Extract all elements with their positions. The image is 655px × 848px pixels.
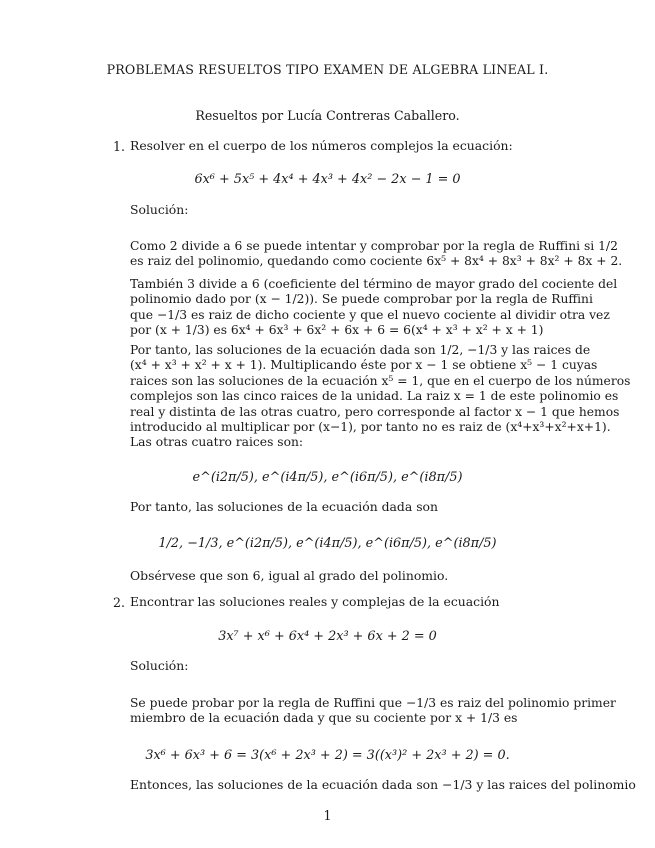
problem-2-statement: Encontrar las soluciones reales y complejas de la ecuación <box>130 594 500 609</box>
text-line: Como 2 divide a 6 se puede intentar y comprobar por la regla de Ruffini si 1/2 <box>130 239 618 253</box>
text-line: Por tanto, las soluciones de la ecuación dada son 1/2, −1/3 y las raices de <box>130 343 591 357</box>
text-line: miembro de la ecuación dada y que su cociente por x + 1/3 es <box>130 711 518 726</box>
problem-2-solution-label: Solución: <box>130 658 189 673</box>
problem-1-paragraph-3 <box>130 343 631 451</box>
text-line: complejos son las cinco raices de la unidad. La raiz x = 1 de este polinomio es <box>130 389 619 404</box>
text-line: Las otras cuatro raices son: <box>130 435 304 450</box>
problem-1-paragraph-1 <box>130 239 623 270</box>
problem-2-paragraph-1 <box>130 696 616 727</box>
problem-1-paragraph-5: Obsérvese que son 6, igual al grado del polinomio. <box>130 568 449 583</box>
roots-of-unity-equation: e^(i2π/5), e^(i4π/5), e^(i6π/5), e^(i8π/5) <box>192 470 463 485</box>
text-line: También 3 divide a 6 (coeficiente del término de mayor grado del cociente del <box>130 277 618 291</box>
problem-2-equation: 3x⁷ + x⁶ + 6x⁴ + 2x³ + 6x + 2 = 0 <box>218 629 437 644</box>
author-line: Resueltos por Lucía Contreras Caballero. <box>195 108 460 123</box>
problem-2-paragraph-2: Entonces, las soluciones de la ecuación dada son −1/3 y las raices del polinomio <box>130 777 636 792</box>
problem-1-statement: Resolver en el cuerpo de los números complejos la ecuación: <box>130 138 513 153</box>
text-line: (x⁴ + x³ + x² + x + 1). Multiplicando éste por x − 1 se obtiene x⁵ − 1 cuyas <box>130 358 598 373</box>
document-title: PROBLEMAS RESUELTOS TIPO EXAMEN DE ALGEBRA LINEAL I. <box>106 62 549 77</box>
problem-1-paragraph-4: Por tanto, las soluciones de la ecuación dada son <box>130 499 438 514</box>
text-line: raices son las soluciones de la ecuación x⁵ = 1, que en el cuerpo de los números <box>130 373 631 388</box>
problem-2-equation-2: 3x⁶ + 6x³ + 6 = 3(x⁶ + 2x³ + 2) = 3((x³)² + 2x³ + 2) = 0. <box>145 748 510 763</box>
text-line: que −1/3 es raiz de dicho cociente y que el nuevo cociente al dividir otra vez <box>130 307 610 322</box>
problem-1-equation: 6x⁶ + 5x⁵ + 4x⁴ + 4x³ + 4x² − 2x − 1 = 0 <box>194 172 461 187</box>
text-line: es raiz del polinomio, quedando como cociente 6x⁵ + 8x⁴ + 8x³ + 8x² + 8x + 2. <box>130 254 623 269</box>
text-line: Se puede probar por la regla de Ruffini que −1/3 es raiz del polinomio primer <box>130 696 616 710</box>
solutions-equation: 1/2, −1/3, e^(i2π/5), e^(i4π/5), e^(i6π/5), e^(i8π/5) <box>158 536 497 551</box>
problem-1-paragraph-2 <box>130 277 618 339</box>
text-line: introducido al multiplicar por (x−1), por tanto no es raiz de (x⁴+x³+x²+x+1). <box>130 420 611 435</box>
text-line: por (x + 1/3) es 6x⁴ + 6x³ + 6x² + 6x + 6 = 6(x⁴ + x³ + x² + x + 1) <box>130 323 544 338</box>
text-line: real y distinta de las otras cuatro, pero corresponde al factor x − 1 que hemos <box>130 404 620 419</box>
page-number: 1 <box>323 808 332 823</box>
problem-1-number: 1. <box>113 139 126 154</box>
problem-1-solution-label: Solución: <box>130 202 189 217</box>
problem-2-number: 2. <box>113 595 126 610</box>
text-line: polinomio dado por (x − 1/2)). Se puede comprobar por la regla de Ruffini <box>130 292 593 307</box>
